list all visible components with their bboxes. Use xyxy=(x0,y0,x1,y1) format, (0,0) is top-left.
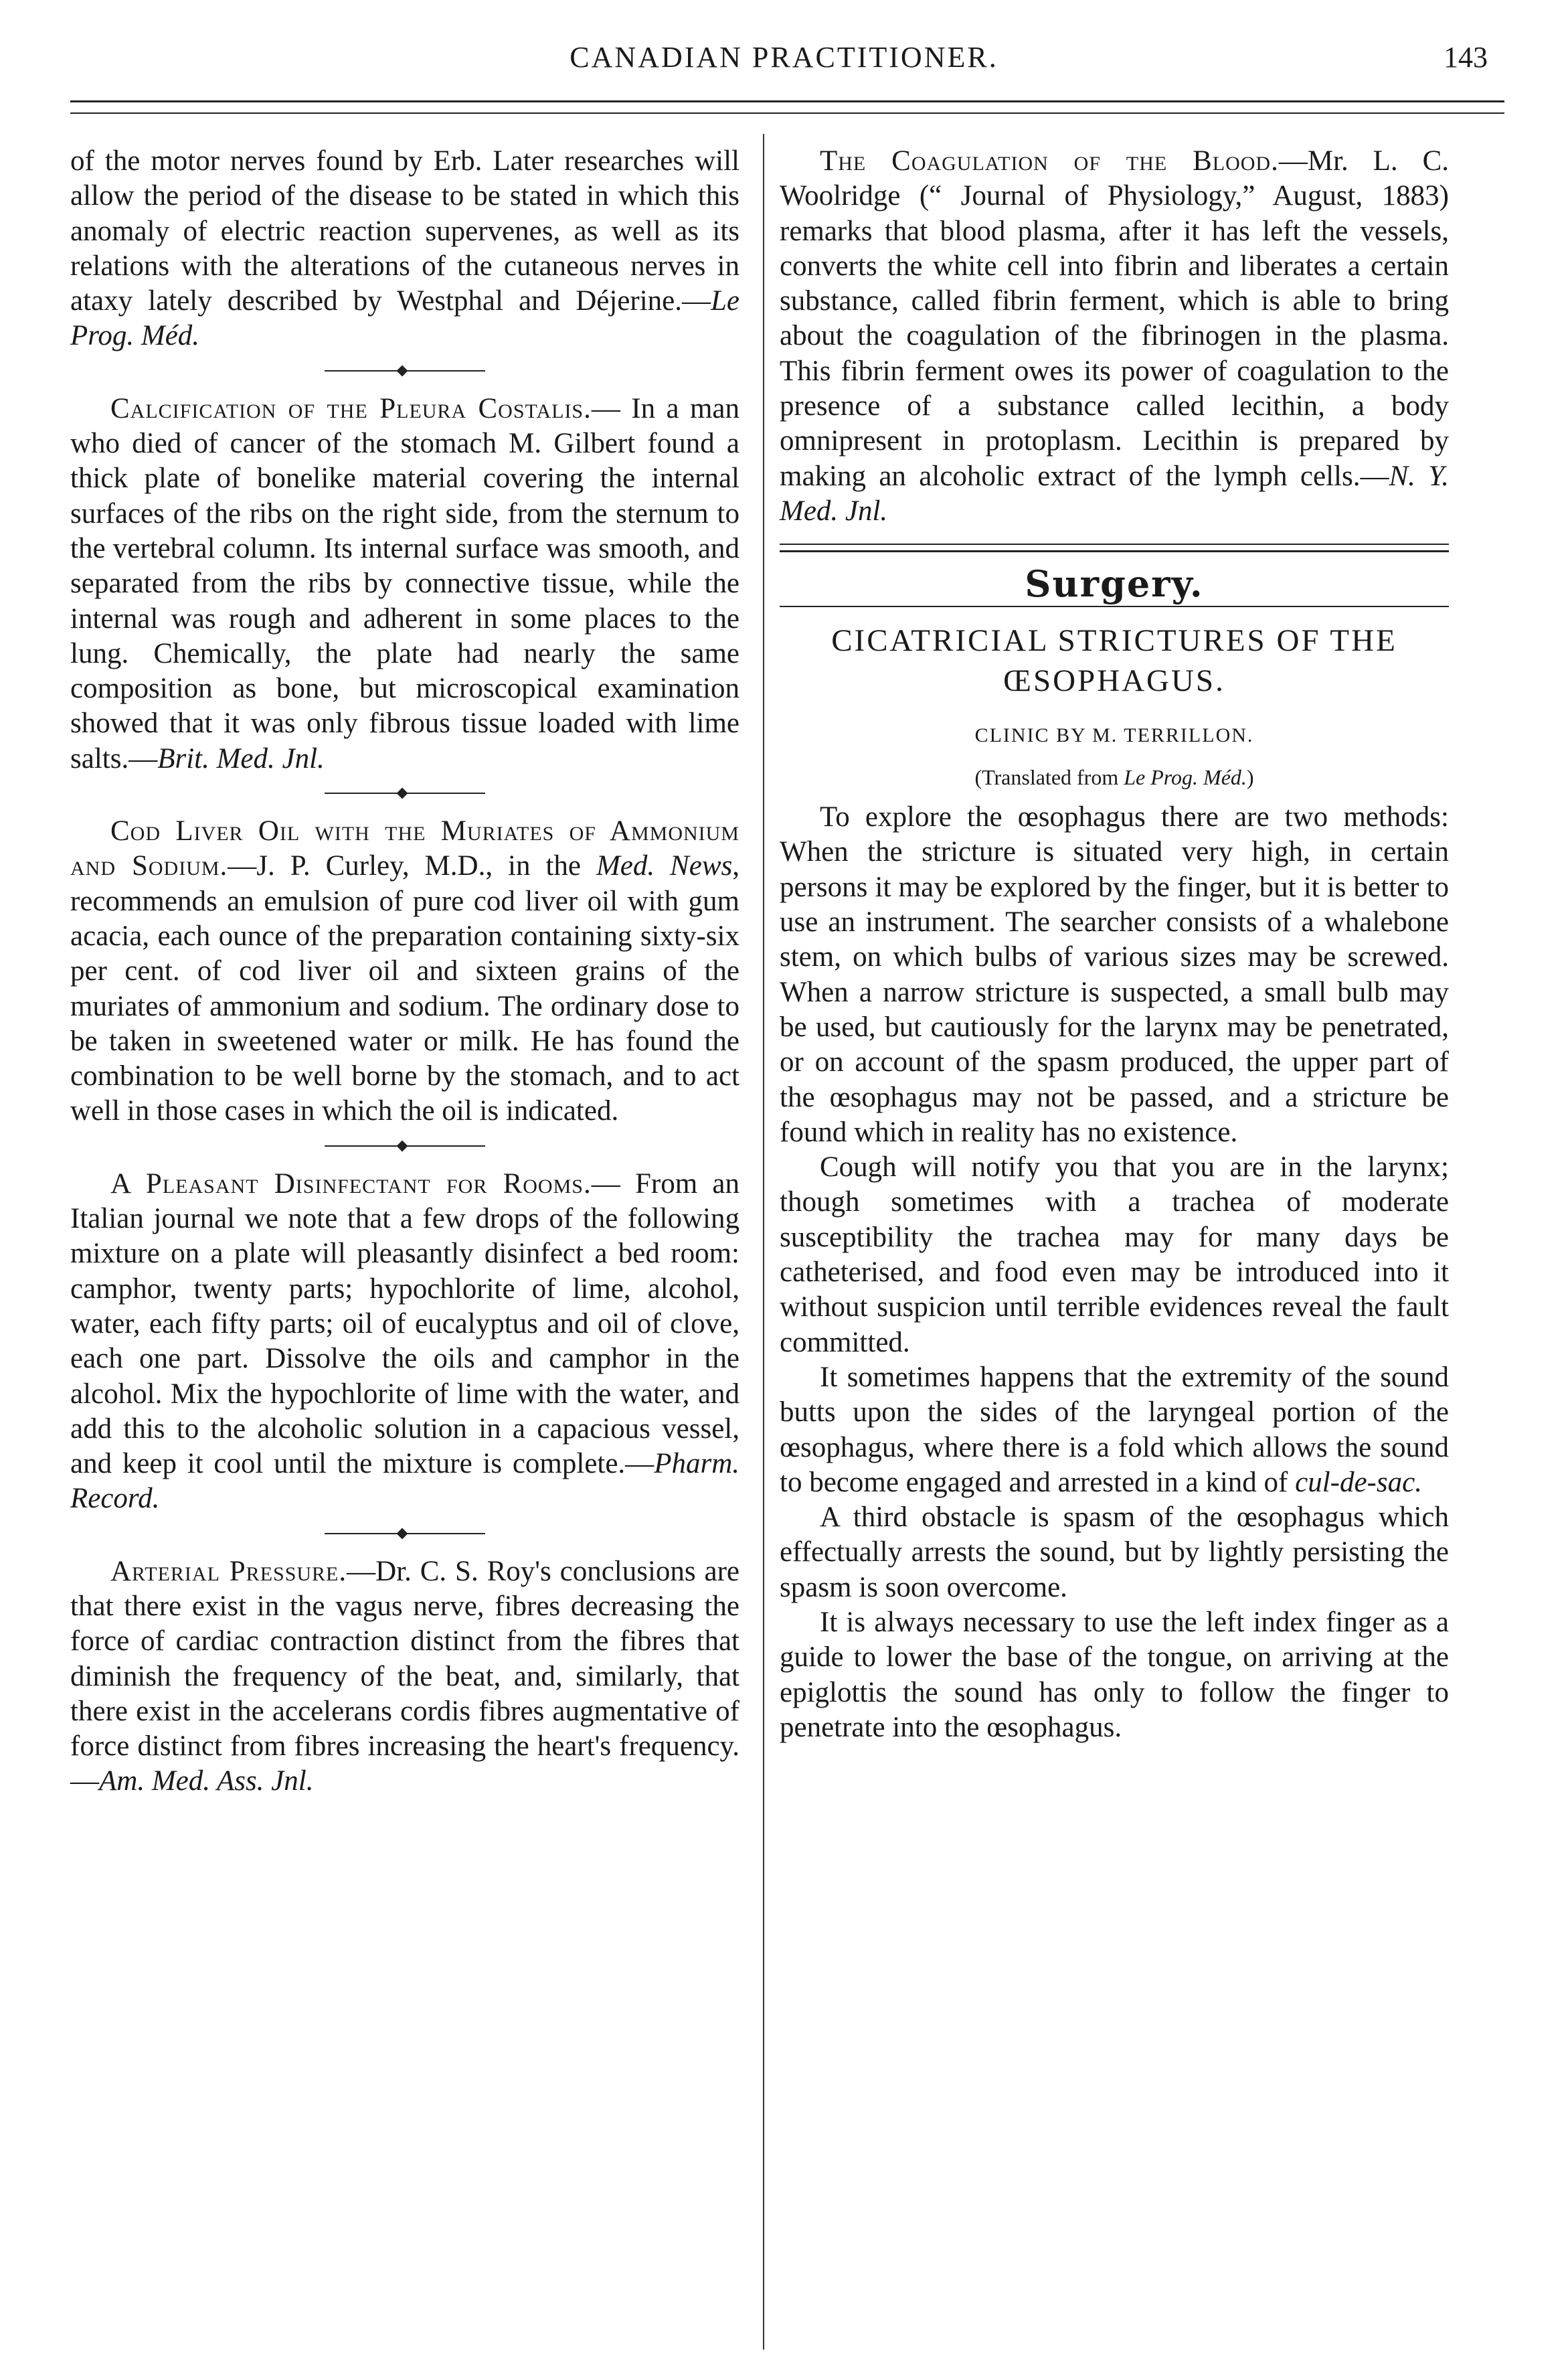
translation-note: (Translated from Le Prog. Méd.) xyxy=(974,764,1254,789)
body-paragraph: Cough will notify you that you are in the larynx; though sometimes with a trachea of moderate susceptibility the trachea may for many days be catheterised, and food even may be introduced into it without suspicion until terrible evidences reveal the fault committed. xyxy=(780,1151,1449,1358)
article-disinfectant: A Pleasant Disinfectant for Rooms.— From an Italian journal we note that a few drops of the following mixture on a plate will pleasantly disinfect a bed room: camphor, twenty parts; hypochlorite of lime, alcohol, water, each fifty parts; oil of eucalyptus and oil of clove, each one part. Dissolve the oils and camphor in the alcohol. Mix the hypochlorite of lime with the water, and add this to the alcoholic solution in a capacious vessel, and keep it cool until the mixture is complete.—Pharm. Record. xyxy=(70,1167,739,1515)
source-citation: Am. Med. Ass. Jnl. xyxy=(99,1765,314,1797)
article-title: The Coagulation of the Blood. xyxy=(820,145,1279,177)
article-calcification: Calcification of the Pleura Costalis.— In a man who died of cancer of the stomach M. Gilbert found a thick plate of bonelike material covering the internal surfaces of the ribs on the right side, from the sternum to the vertebral column. Its internal surface was smooth, and separated from the ribs by connective tissue, while the internal was rough and adherent in some places to the lung. Chemically, the plate had nearly the same composition as bone, but microscopical examination showed that it was only fibrous tissue loaded with lime salts.—Brit. Med. Jnl. xyxy=(70,392,740,774)
article-coagulation: The Coagulation of the Blood.—Mr. L. C. Woolridge (“ Journal of Physiology,” August, 1883) remarks that blood plasma, after it has left the vessels, converts the white cell into fibrin and liberates a certain substance, called fibrin ferment, which is able to bring about the coagulation of the fibrinogen in the plasma. This fibrin ferment owes its power of coagulation to the presence of a substance called lecithin, a body omnipresent in protoplasm. Lecithin is prepared by making an alcoholic extract of the lymph cells.—N. Y. Med. Jnl. xyxy=(780,145,1449,527)
source-citation: Le Prog. Méd. xyxy=(1124,764,1247,789)
article-title: Calcification of the Pleura Costalis. xyxy=(110,392,592,424)
source-citation: N. Y. Med. Jnl. xyxy=(780,460,1449,527)
section-rule xyxy=(780,538,1449,562)
left-column xyxy=(70,144,739,1799)
article-separator xyxy=(70,1518,739,1549)
body-paragraph: To explore the œsophagus there are two methods: When the stricture is situated very high, in certain persons it may be explored by the finger, but it is better to use an instrument. The searcher consists of a whalebone stem, on which bulbs of various sizes may be screwed. When a narrow stricture is suspected, a small bulb may be used, but cautiously for the larynx may be penetrated, or on account of the spasm produced, the upper part of the œsophagus may not be passed, and a stricture be found which in reality has no existence. xyxy=(780,801,1449,1148)
byline: CLINIC BY M. TERRILLON. xyxy=(974,724,1254,746)
source-citation: Brit. Med. Jnl. xyxy=(157,742,325,774)
article-title: Arterial Pressure. xyxy=(110,1555,347,1587)
page-number: 143 xyxy=(1444,41,1488,74)
article-separator xyxy=(70,1131,739,1161)
body-paragraph: A third obstacle is spasm of the œsophagus which effectually arrests the sound, but by lightly persisting the spasm is soon overcome. xyxy=(780,1501,1449,1603)
page-header xyxy=(67,40,1501,87)
article-arterial-pressure: Arterial Pressure.—Dr. C. S. Roy's conclusions are that there exist in the vagus nerve, fibres decreasing the force of cardiac contraction distinct from the fibres that diminish the frequency of the beat, and, similarly, that there exist in the accelerans cordis fibres augmentative of force distinct from fibres increasing the heart's frequency.—Am. Med. Ass. Jnl. xyxy=(70,1555,739,1797)
source-citation: Pharm. Record. xyxy=(70,1448,739,1515)
article-cod-liver-oil: Cod Liver Oil with the Muriates of Ammonium and Sodium.—J. P. Curley, M.D., in the Med. News, recommends an emulsion of pure cod liver oil with gum acacia, each ounce of the preparation containing sixty-six per cent. of cod liver oil and sixteen grains of the muriates of ammonium and sodium. The ordinary dose to be taken in sweetened water or milk. He has found the combination to be well borne by the stomach, and to act well in those cases in which the oil is indicated. xyxy=(70,815,739,1127)
article-title: A Pleasant Disinfectant for Rooms. xyxy=(110,1167,592,1200)
header-rule-bottom xyxy=(70,112,1504,114)
journal-name: Med. News xyxy=(596,850,733,882)
article-separator xyxy=(70,355,739,386)
term-cul-de-sac: cul-de-sac. xyxy=(1295,1466,1422,1498)
section-heading-rule xyxy=(780,606,1449,607)
body-paragraph: It sometimes happens that the extremity of the sound butts upon the sides of the laryngeal portion of the œsophagus, where there is a fold which allows the sound to become engaged and arrested in a kind of cul-de-sac. xyxy=(780,1361,1449,1498)
header-rule-top xyxy=(70,100,1504,102)
paragraph-continued: of the motor nerves found by Erb. Later researches will allow the period of the disease to be stated in which this anomaly of electric reaction supervenes, as well as its relations with the alterations of the cutaneous nerves in ataxy lately described by Westphal and Déjerine.—Le Prog. Méd. xyxy=(70,145,739,352)
running-title: CANADIAN PRACTITIONER. xyxy=(570,41,998,74)
article-separator xyxy=(70,778,739,809)
article-title: Cod Liver Oil with the Muriates of Ammonium and Sodium. xyxy=(70,815,739,882)
section-heading: Surgery. xyxy=(1025,562,1204,606)
column-divider xyxy=(763,134,764,2350)
source-citation: Le Prog. Méd. xyxy=(70,285,739,352)
article-headline: CICATRICIAL STRICTURES OF THE ŒSOPHAGUS. xyxy=(831,623,1397,698)
right-column xyxy=(780,144,1449,1745)
body-paragraph: It is always necessary to use the left index finger as a guide to lower the base of the tongue, on arriving at the epiglottis the sound has only to follow the finger to penetrate into the œsophagus. xyxy=(780,1606,1449,1743)
